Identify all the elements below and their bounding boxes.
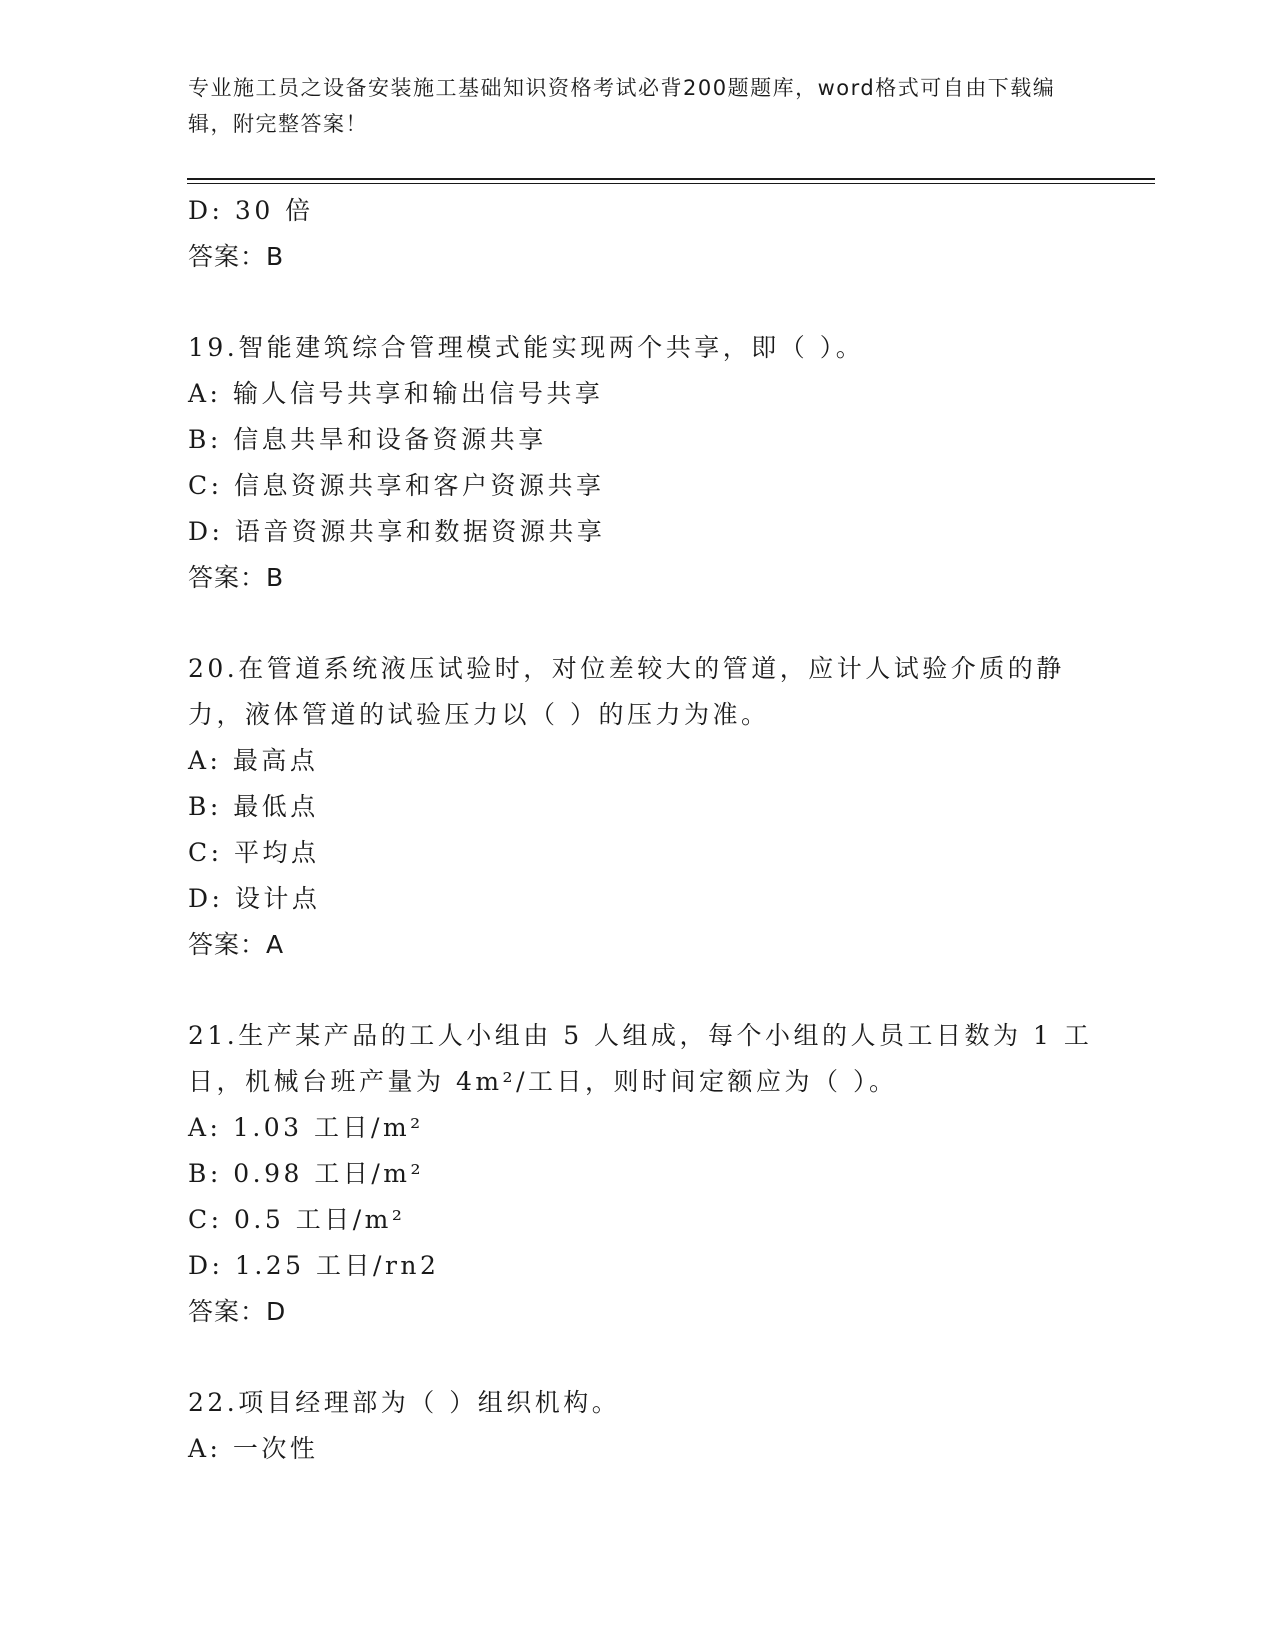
option-c: C: 平均点 — [188, 838, 320, 867]
option-a: A: 最高点 — [188, 746, 319, 775]
option-d: D: 语音资源共享和数据资源共享 — [188, 517, 606, 546]
option-a: A: 输人信号共享和输出信号共享 — [188, 379, 604, 408]
question-18-tail — [188, 188, 1088, 280]
question-stem-line-2: 力，液体管道的试验压力以（ ）的压力为准。 — [188, 700, 770, 729]
question-list — [188, 188, 1093, 1472]
option-d: D: 1.25 工日/rn2 — [188, 1251, 440, 1280]
option-c: C: 信息资源共享和客户资源共享 — [188, 471, 605, 500]
answer: 答案：B — [188, 563, 285, 592]
option-b: B: 信息共旱和设备资源共享 — [188, 425, 547, 454]
question-stem-line-2: 日，机械台班产量为 4m²/工日，则时间定额应为（ ）。 — [188, 1067, 898, 1096]
option-a: A: 一次性 — [188, 1434, 319, 1463]
option-c: C: 0.5 工日/m² — [188, 1205, 406, 1234]
question-22 — [188, 1380, 1088, 1472]
question-stem-line-1: 20.在管道系统液压试验时，对位差较大的管道，应计人试验介质的静 — [188, 654, 1065, 683]
option-b: B: 最低点 — [188, 792, 319, 821]
spacer — [188, 280, 1088, 325]
option-b: B: 0.98 工日/m² — [188, 1159, 425, 1188]
document-header — [188, 70, 1088, 142]
answer: 答案：A — [188, 930, 285, 959]
question-stem: 19.智能建筑综合管理模式能实现两个共享，即（ ）。 — [188, 333, 865, 362]
header-title: 专业施工员之设备安装施工基础知识资格考试必背200题题库，word格式可自由下载编辑，附完整答案！ — [188, 76, 1056, 136]
question-20 — [188, 646, 1088, 968]
option-d: D: 设计点 — [188, 884, 321, 913]
question-stem: 22.项目经理部为（ ）组织机构。 — [188, 1388, 621, 1417]
spacer — [188, 1335, 1088, 1380]
option-d: D: 30 倍 — [188, 196, 314, 225]
option-a: A: 1.03 工日/m² — [188, 1113, 424, 1142]
question-19 — [188, 325, 1088, 601]
header-divider-thin — [187, 183, 1155, 184]
answer: 答案：D — [188, 1297, 287, 1326]
header-divider — [187, 178, 1155, 180]
question-21 — [188, 1013, 1093, 1335]
spacer — [188, 601, 1088, 646]
question-stem-line-1: 21.生产某产品的工人小组由 5 人组成，每个小组的人员工日数为 1 工 — [188, 1021, 1093, 1050]
answer: 答案：B — [188, 242, 285, 271]
spacer — [188, 968, 1088, 1013]
